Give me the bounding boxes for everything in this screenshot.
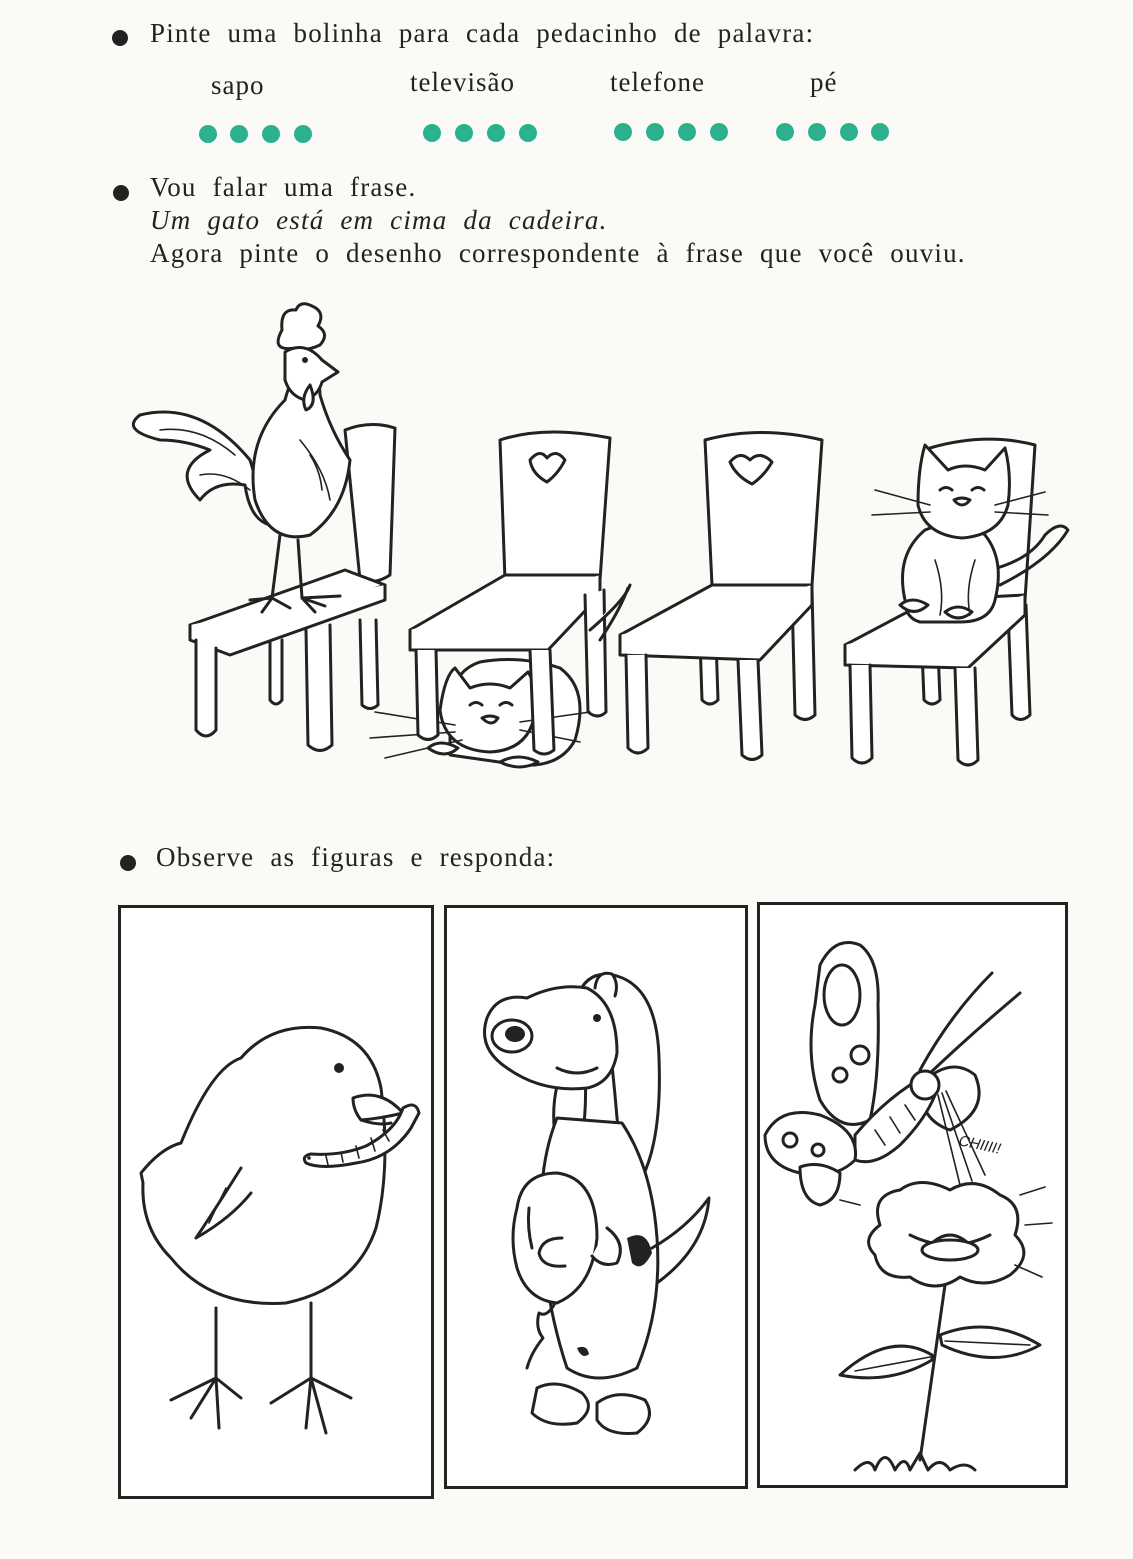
bullet-1 [112,30,128,46]
panel-butterfly[interactable] [757,902,1068,1488]
dot[interactable] [423,124,441,142]
scene-cat-under-chair[interactable] [370,432,630,767]
dot[interactable] [646,123,664,141]
word-televisao: televisão [410,67,515,97]
scene-rooster-on-chair[interactable] [133,304,395,751]
dot[interactable] [262,125,280,143]
word-telefone: telefone [610,67,705,97]
dot[interactable] [710,123,728,141]
bullet-2 [113,185,129,201]
instruction-1: Pinte uma bolinha para cada pedacinho de palavra: [150,18,815,48]
instruction-2-sentence: Um gato está em cima da cadeira. [150,205,608,235]
panel-dog[interactable] [444,905,748,1489]
dot[interactable] [871,123,889,141]
dot[interactable] [199,125,217,143]
dog-illustration [447,908,745,1486]
dot[interactable] [614,123,632,141]
dot[interactable] [808,123,826,141]
butterfly-illustration [760,905,1065,1485]
instruction-2-line3: Agora pinte o desenho correspondente à frase que você ouviu. [150,238,966,268]
sneeze-text: CHIIII! [957,1132,1003,1158]
word-pe: pé [810,67,838,97]
scene-cat-on-chair[interactable] [845,439,1068,765]
chairs-illustration [0,280,1133,800]
dot[interactable] [678,123,696,141]
word-sapo: sapo [211,70,265,100]
bullet-3 [120,855,136,871]
dot[interactable] [230,125,248,143]
dot[interactable] [519,124,537,142]
dot[interactable] [294,125,312,143]
instruction-2-line1: Vou falar uma frase. [150,172,417,202]
dot[interactable] [487,124,505,142]
instruction-3: Observe as figuras e responda: [156,842,556,872]
scene-empty-chair[interactable] [620,433,822,760]
dot[interactable] [776,123,794,141]
panel-chick[interactable] [118,905,434,1499]
dot[interactable] [455,124,473,142]
chick-illustration [121,908,431,1496]
dot[interactable] [840,123,858,141]
